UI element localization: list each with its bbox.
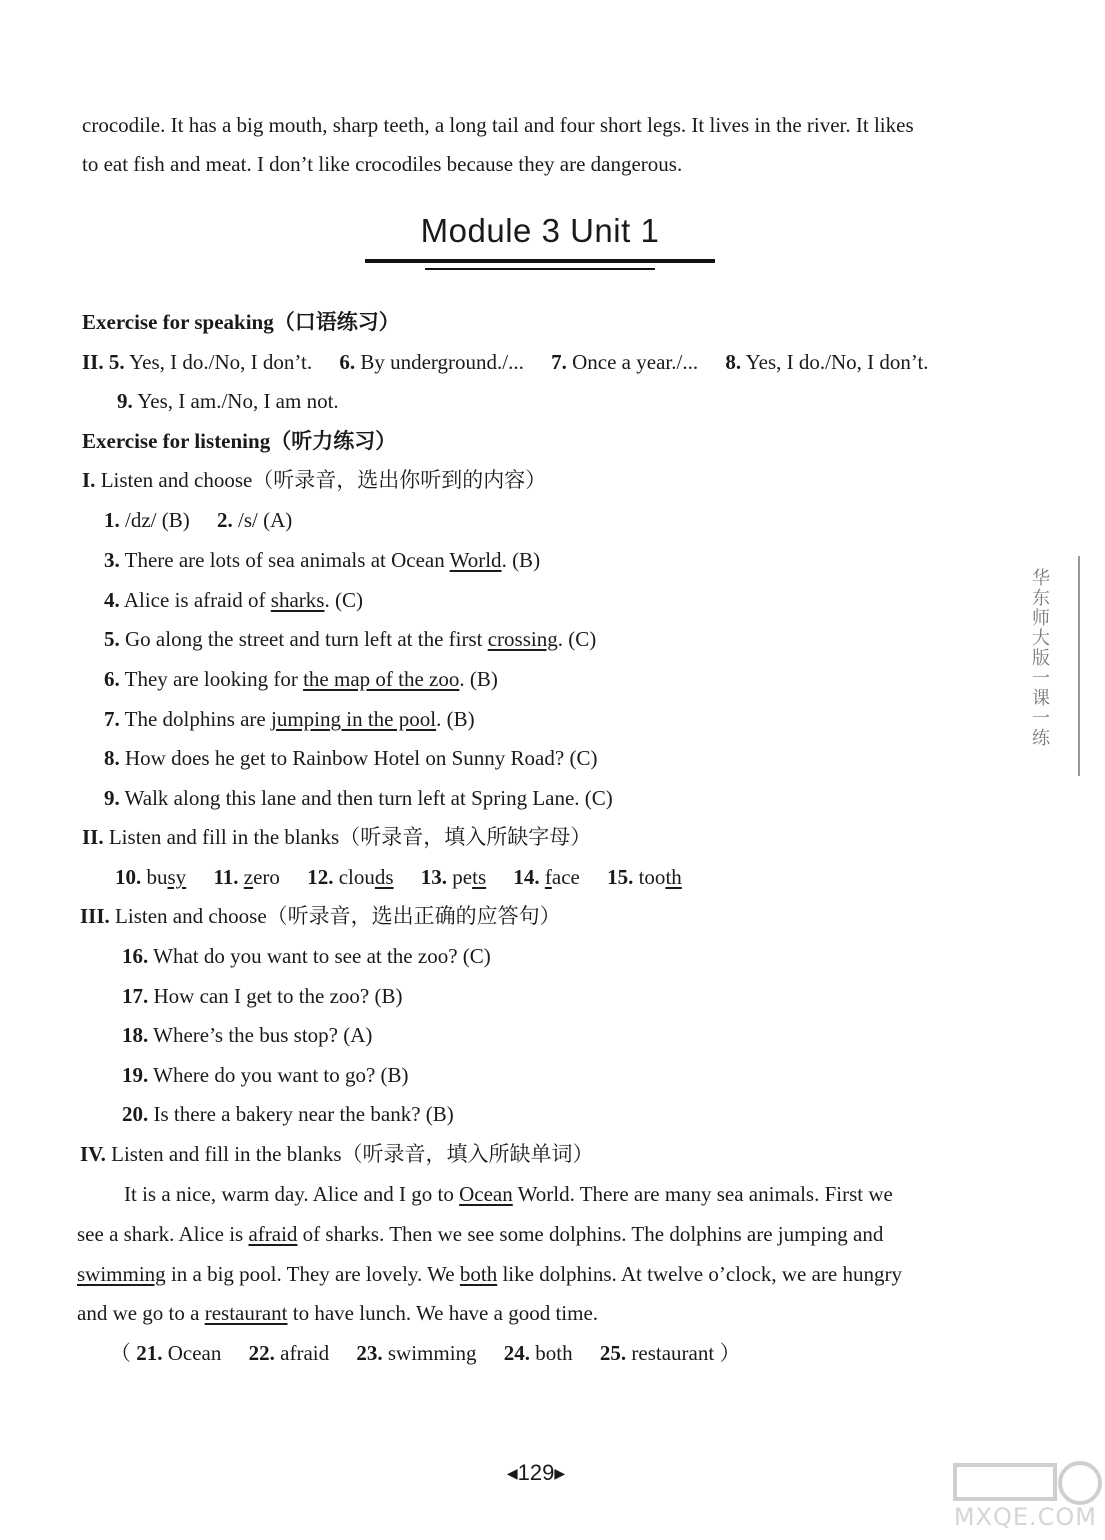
item-number: 21. — [136, 1341, 163, 1365]
underlined-answer: World — [449, 548, 502, 572]
item-number: 17. — [122, 984, 149, 1008]
underlined-answer: jumping in the pool — [271, 707, 437, 731]
underlined-answer: sy — [167, 865, 187, 889]
item-number: 9. — [117, 389, 133, 413]
question-6 — [104, 665, 498, 693]
question-17 — [122, 982, 403, 1010]
item-text: pe — [452, 865, 473, 889]
item-text: What do you want to see at the zoo? (C) — [153, 944, 491, 968]
item-text: ero — [253, 865, 280, 889]
passage-text: World. There are many sea animals. First we — [512, 1182, 893, 1206]
item-number: 25. — [599, 1341, 627, 1365]
section-label: II. — [82, 825, 104, 849]
questions-1-2 — [104, 506, 292, 534]
passage-line-2 — [77, 1220, 883, 1248]
underlined-answer: restaurant — [204, 1301, 288, 1325]
watermark-text: MXQE.COM — [953, 1503, 1097, 1531]
question-16 — [122, 942, 491, 970]
item-number: 6. — [339, 350, 356, 374]
item-text: . (C) — [557, 627, 597, 651]
item-text: The dolphins are — [124, 707, 271, 731]
item-text: Where’s the bus stop? (A) — [153, 1023, 373, 1047]
underlined-answer: f — [544, 865, 552, 889]
section-label: I. — [82, 468, 96, 492]
item-text: Walk along this lane and then turn left at Spring Lane. (C) — [124, 786, 613, 810]
underlined-answer: afraid — [248, 1222, 298, 1246]
side-bracket — [1078, 556, 1088, 776]
item-number: 8. — [725, 350, 742, 374]
item-number: 12. — [307, 865, 334, 889]
passage-text: like dolphins. At twelve o’clock, we are hungry — [497, 1262, 902, 1286]
passage-text: see a shark. Alice is — [77, 1222, 249, 1246]
item-text: . (B) — [436, 707, 475, 731]
item-number: 5. — [108, 350, 125, 374]
intro-line-2: to eat fish and meat. I don’t like crocodiles because they are dangerous. — [82, 152, 683, 176]
watermark — [930, 1455, 1105, 1535]
passage-text: of sharks. Then we see some dolphins. The dolphins are jumping and — [297, 1222, 884, 1246]
question-4 — [104, 586, 363, 614]
item-text: . (B) — [501, 548, 541, 572]
item-number: 19. — [122, 1063, 149, 1087]
item-text: restaurant — [631, 1341, 715, 1365]
page-number — [496, 1460, 576, 1486]
item-text: Once a year./... — [572, 350, 699, 374]
item-number: 6. — [104, 667, 120, 691]
item-number: 23. — [356, 1341, 383, 1365]
blanks-row — [115, 863, 682, 891]
item-number: 18. — [122, 1023, 149, 1047]
underlined-answer: z — [243, 865, 254, 889]
left-arrow-icon: ◀ — [506, 1465, 518, 1481]
item-text: too — [638, 865, 666, 889]
section-label: IV. — [80, 1142, 106, 1166]
item-text: Where do you want to go? (B) — [153, 1063, 409, 1087]
item-number: 3. — [104, 548, 120, 572]
section-iii — [80, 902, 561, 930]
item-number: 9. — [104, 786, 120, 810]
underlined-answer: ds — [374, 865, 394, 889]
question-7 — [104, 705, 475, 733]
section-iv — [80, 1140, 594, 1168]
item-number: 22. — [248, 1341, 275, 1365]
item-number: 16. — [122, 944, 149, 968]
item-text: bu — [146, 865, 168, 889]
item-number: 20. — [122, 1102, 149, 1126]
item-text: Is there a bakery near the bank? (B) — [153, 1102, 454, 1126]
section-text: Listen and choose（听录音，选出正确的应答句） — [115, 904, 561, 928]
item-text: swimming — [387, 1341, 477, 1365]
speaking-row-2 — [117, 387, 339, 415]
title-rule-thin — [425, 268, 655, 270]
section-label: III. — [80, 904, 110, 928]
underlined-answer: both — [459, 1262, 498, 1286]
item-number: 14. — [513, 865, 540, 889]
item-text: /dz/ (B) — [125, 508, 190, 532]
paren-close: ） — [719, 1341, 741, 1365]
item-text: Alice is afraid of — [123, 588, 271, 612]
item-text: /s/ (A) — [237, 508, 293, 532]
section-ii — [82, 823, 591, 851]
underlined-answer: ts — [472, 865, 487, 889]
passage-text: and we go to a — [77, 1301, 205, 1325]
question-5 — [104, 625, 596, 653]
question-9 — [104, 784, 613, 812]
section-text: Listen and fill in the blanks（听录音，填入所缺字母） — [108, 825, 592, 849]
underlined-answer: the map of the zoo — [303, 667, 460, 691]
section-i — [82, 466, 546, 494]
item-number: 1. — [104, 508, 120, 532]
right-arrow-icon: ▶ — [554, 1465, 566, 1481]
item-text: Go along the street and turn left at the first — [125, 627, 488, 651]
item-text: afraid — [280, 1341, 330, 1365]
page-number-value: 129 — [517, 1460, 555, 1485]
question-19 — [122, 1061, 409, 1089]
paren-open: （ — [110, 1341, 131, 1365]
item-text: Yes, I am./No, I am not. — [137, 389, 339, 413]
item-number: 8. — [104, 746, 120, 770]
item-number: 10. — [115, 865, 142, 889]
question-8 — [104, 744, 597, 772]
underlined-answer: Ocean — [459, 1182, 513, 1206]
title-rule-thick — [365, 259, 715, 263]
listening-heading: Exercise for listening（听力练习） — [82, 429, 397, 453]
section-text: Listen and fill in the blanks（听录音，填入所缺单词） — [111, 1142, 594, 1166]
item-number: 15. — [607, 865, 634, 889]
item-text: There are lots of sea animals at Ocean — [124, 548, 450, 572]
item-text: Yes, I do./No, I don’t. — [745, 350, 929, 374]
item-number: 5. — [104, 627, 120, 651]
item-text: clou — [338, 865, 375, 889]
item-number: 2. — [216, 508, 233, 532]
passage-text: in a big pool. They are lovely. We — [165, 1262, 460, 1286]
item-number: 24. — [503, 1341, 531, 1365]
answers-row — [110, 1339, 740, 1367]
intro-line-1: crocodile. It has a big mouth, sharp teeth, a long tail and four short legs. It lives in the river. It likes — [82, 113, 914, 137]
underlined-answer: crossing — [487, 627, 558, 651]
underlined-answer: swimming — [77, 1262, 166, 1286]
passage-line-3 — [77, 1260, 902, 1288]
item-number: 7. — [104, 707, 120, 731]
passage-line-1 — [124, 1180, 893, 1208]
item-number: 11. — [213, 865, 239, 889]
speaking-heading: Exercise for speaking（口语练习） — [82, 310, 400, 334]
item-number: 7. — [551, 350, 567, 374]
item-text: Yes, I do./No, I don’t. — [129, 350, 313, 374]
passage-text: to have lunch. We have a good time. — [287, 1301, 599, 1325]
item-text: They are looking for — [124, 667, 304, 691]
item-text: How does he get to Rainbow Hotel on Sunny Road? (C) — [125, 746, 598, 770]
passage-line-4 — [77, 1299, 598, 1327]
item-text: How can I get to the zoo? (B) — [153, 984, 403, 1008]
question-18 — [122, 1021, 372, 1049]
speaking-row-1 — [82, 348, 929, 376]
underlined-answer: sharks — [270, 588, 325, 612]
item-text: both — [535, 1341, 573, 1365]
side-book-title: 华东师大版一课一练 — [1029, 568, 1050, 748]
section-label: II. — [82, 350, 104, 374]
item-number: 4. — [104, 588, 120, 612]
page-title: Module 3 Unit 1 — [420, 212, 660, 249]
passage-text: It is a nice, warm day. Alice and I go to — [124, 1182, 460, 1206]
item-text: . (B) — [459, 667, 498, 691]
question-20 — [122, 1100, 454, 1128]
item-text: By underground./... — [360, 350, 524, 374]
item-number: 13. — [420, 865, 448, 889]
section-text: Listen and choose（听录音，选出你听到的内容） — [100, 468, 547, 492]
question-3 — [104, 546, 540, 574]
item-text: Ocean — [167, 1341, 222, 1365]
item-text: ace — [551, 865, 580, 889]
item-text: . (C) — [324, 588, 363, 612]
underlined-answer: th — [665, 865, 682, 889]
